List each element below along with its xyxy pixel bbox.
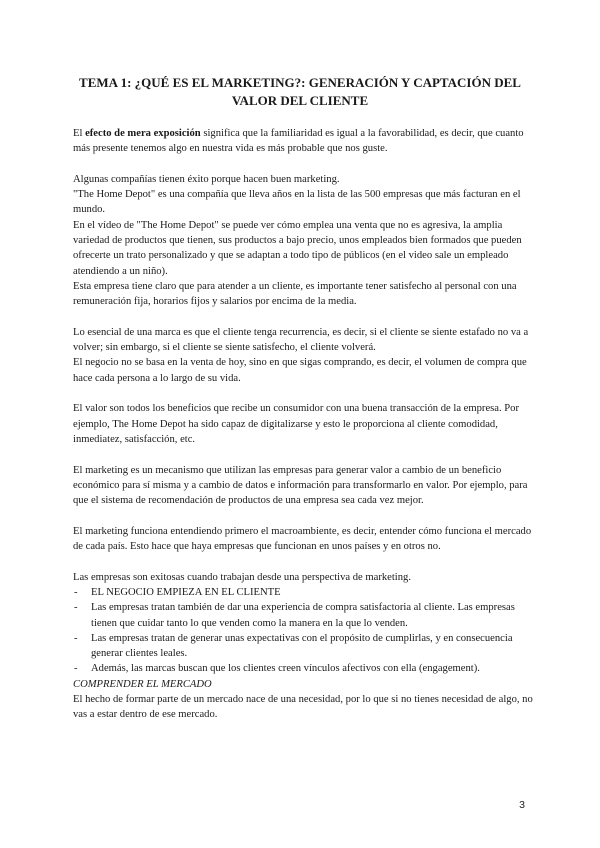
page-number: 3 [519,799,525,811]
paragraph-macroenvironment: El marketing funciona entendiendo primero el macroambiente, es decir, entender cómo funciona el mercado de cada país. Esto hace que haya empresas que funcionan en unos países y en otros no. [73,525,532,553]
paragraph-text: significa que la familiaridad es igual a la favorabilidad, es decir, que cuanto más presente tenemos algo en nuestra vida es más probable que nos guste. [73,128,524,155]
list-marker: - [74,602,78,614]
list-item-text: Además, las marcas buscan que los clientes creen vínculos afectivos con ella (engagement). [91,663,480,675]
document-body [73,126,533,738]
paragraph-market: El hecho de formar parte de un mercado nace de una necesidad, por lo que si no tienes necesidad de algo, no vas a estar dentro de ese mercado. [73,693,533,721]
list-item-text: Las empresas tratan también de dar una experiencia de compra satisfactoria al cliente. Las empresas tienen que cuidar tanto lo que venden como la manera en la que lo venden. [91,602,515,629]
section-heading: COMPRENDER EL MERCADO [73,678,212,690]
bullet-list [73,585,533,677]
paragraph-line: En el vídeo de "The Home Depot" se puede ver cómo emplea una venta que no es agresiva, la amplia variedad de productos que tienen, sus productos a bajo precio, unos empleados bien formados que pueden ofrecerte un trato personalizado y que se adaptan a todo tipo de públicos (en el video sale un empleado atendiendo a un niño). [73,219,522,277]
paragraph-value: El valor son todos los beneficios que recibe un consumidor con una buena transacción de la empresa. Por ejemplo, The Home Depot ha sido capaz de digitalizarse y esto le proporciona al cliente comodidad, inmediatez, satisfacción, etc. [73,403,519,445]
paragraph-line: El negocio no se basa en la venta de hoy, sino en que sigas comprando, es decir, el volumen de compra que hace cada persona a lo largo de su vida. [73,357,527,384]
list-marker: - [74,663,78,675]
paragraph-line: Lo esencial de una marca es que el cliente tenga recurrencia, es decir, si el cliente se siente estafado no va a volver; sin embargo, si el cliente se siente satisfecho, el cliente volverá. [73,326,529,354]
paragraph-line: Algunas compañías tienen éxito porque hacen buen marketing. [73,173,340,185]
list-marker: - [74,632,78,644]
list-item-text: EL NEGOCIO EMPIEZA EN EL CLIENTE [91,586,281,598]
paragraph-list-intro: Las empresas son exitosas cuando trabajan desde una perspectiva de marketing. [73,571,411,583]
paragraph-text: El [73,128,86,139]
bold-term: efecto de mera exposición [85,128,201,139]
list-item [73,585,533,600]
list-item [73,600,533,631]
list-item-text: Las empresas tratan de generar unas expectativas con el propósito de cumplirlas, y en consecuencia generar clientes leales. [91,632,513,660]
page-title: TEMA 1: ¿QUÉ ES EL MARKETING?: GENERACIÓN Y CAPTACIÓN DEL VALOR DEL CLIENTE [79,75,521,108]
paragraph-line: "The Home Depot" es una compañía que lleva años en la lista de las 500 empresas que más facturan en el mundo. [73,189,521,216]
paragraph-line: Esta empresa tiene claro que para atender a un cliente, es importante tener satisfecho al personal con una remuneración fija, horarios fijos y salarios por encima de la media. [73,280,517,308]
list-item [73,661,533,676]
list-item [73,631,533,662]
list-marker: - [74,586,78,598]
paragraph-marketing-mechanism: El marketing es un mecanismo que utilizan las empresas para generar valor a cambio de un beneficio económico para sí misma y a cambio de datos e información para transformarlo en valor. Por ejemplo, para que el sistema de recomendación de productos de una empresa sea cada vez mejor. [73,464,528,507]
paragraph-mere-exposure [73,126,533,157]
